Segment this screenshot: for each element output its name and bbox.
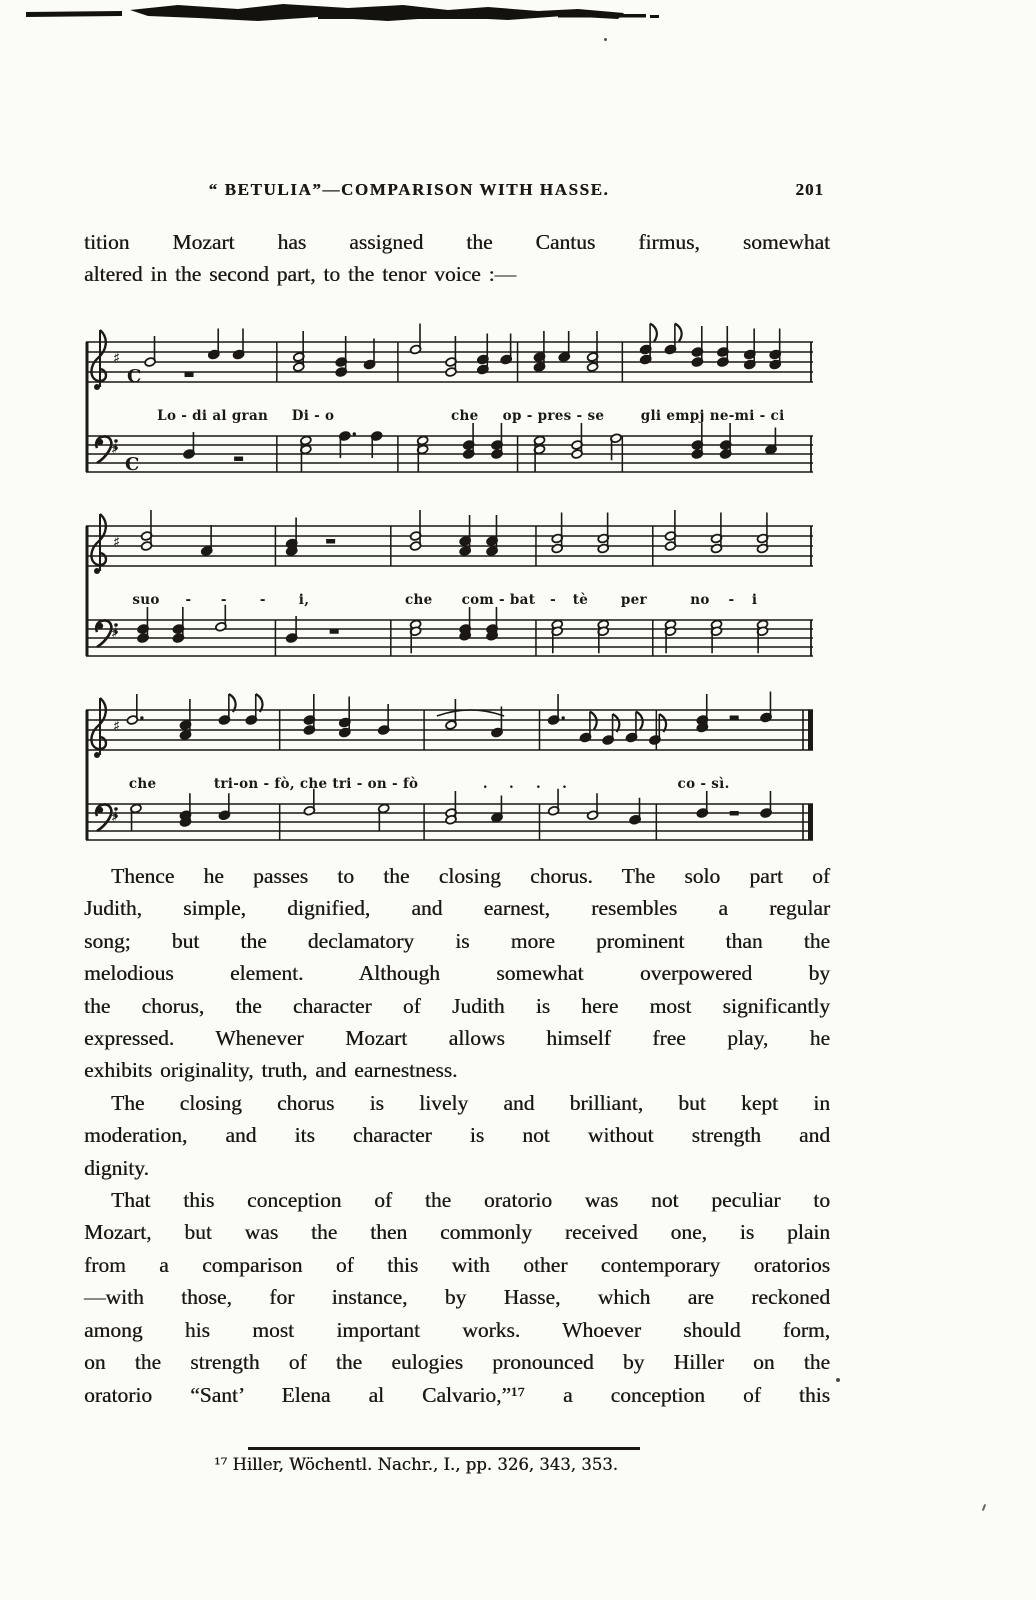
footnote-text: ¹⁷ Hiller, Wöchentl. Nachr., I., pp. 326, 343, 353.: [214, 1455, 618, 1474]
lyric-text: tè: [572, 592, 589, 608]
sharp-icon: ♯: [113, 717, 121, 735]
text-line: —with those, for instance, by Hasse, which are reckoned: [84, 1285, 830, 1310]
lyric-text: Lo - di al gran: [157, 408, 269, 424]
text-line: melodious element. Although somewhat overpowered by: [84, 961, 830, 986]
lyric-text: Di - o: [291, 408, 335, 424]
treble-notes: [144, 324, 781, 378]
lyric-text: no: [690, 592, 710, 608]
lyric-text: che: [404, 592, 433, 608]
lyric-text: -: [550, 592, 557, 608]
lyric-text: i: [751, 592, 758, 608]
running-head-title: “ BETULIA”—COMPARISON WITH HASSE.: [208, 180, 610, 199]
system-3-svg: [83, 686, 815, 850]
lyric-text: che: [451, 408, 479, 424]
lyric-text: -: [185, 592, 192, 608]
scan-speck: [836, 1378, 840, 1382]
treble-notes: [141, 510, 769, 556]
paragraph-judith: [84, 860, 830, 1087]
lyric-text: com - bat: [461, 592, 536, 608]
lyric-text: per: [620, 592, 647, 608]
lyric-text: .: [509, 776, 515, 792]
text-line: from a comparison of this with other contemporary oratorios: [84, 1252, 830, 1277]
lyric-text: tri-on - fò, che tri - on - fò: [213, 776, 419, 792]
lyric-text: op - pres - se: [502, 408, 605, 424]
lyric-text: -: [259, 592, 266, 608]
lyric-text: suo: [132, 592, 160, 608]
paragraph-oratorio-conception: [84, 1184, 830, 1411]
treble-clef-icon: [91, 330, 106, 390]
text-line: on the strength of the eulogies pronounced by Hiller on the: [84, 1350, 830, 1375]
text-line: moderation, and its character is not without strength and: [84, 1123, 830, 1148]
text-line: oratorio “Sant’ Elena al Calvario,”¹⁷ a conception of this: [84, 1382, 830, 1407]
bass-notes: [130, 789, 772, 831]
treble-clef-icon: [91, 514, 106, 574]
paragraph-closing-chorus: [84, 1087, 830, 1184]
sharp-icon: ♯: [113, 349, 121, 367]
text-line: Mozart, but was the then commonly received one, is plain: [84, 1220, 830, 1245]
sharp-icon: ♯: [113, 533, 121, 551]
system-1-svg: [83, 318, 815, 482]
scan-speck: [982, 1504, 986, 1511]
bass-notes: [183, 423, 777, 472]
scan-artifact-top: [18, 2, 678, 34]
slur: [437, 710, 504, 716]
lyric-text: .: [535, 776, 541, 792]
text-line: Judith, simple, dignified, and earnest, resembles a regular: [84, 896, 830, 921]
footnote-rule: [248, 1447, 640, 1450]
music-system-3: [83, 686, 815, 850]
treble-notes: [126, 692, 772, 746]
sharp-icon: ♯: [111, 440, 119, 458]
lyric-text: co - sì.: [677, 776, 730, 792]
lyric-text: gli empj ne-mi - ci: [640, 408, 785, 424]
lyric-text: che: [128, 776, 157, 792]
music-system-2: [83, 502, 815, 666]
system-2-svg: [83, 502, 815, 666]
text-line: the chorus, the character of Judith is here most significantly: [84, 993, 830, 1018]
text-line: altered in the second part, to the tenor voice :—: [84, 262, 517, 287]
text-line: among his most important works. Whoever should form,: [84, 1317, 830, 1342]
text-line: tition Mozart has assigned the Cantus firmus, somewhat: [84, 230, 830, 254]
sharp-icon: ♯: [111, 808, 119, 826]
lyric-text: -: [728, 592, 735, 608]
paragraph-intro: [84, 226, 830, 291]
lyric-text: .: [562, 776, 568, 792]
page-number: 201: [795, 180, 824, 199]
text-line: song; but the declamatory is more prominent than the: [84, 928, 830, 953]
body-text: [84, 860, 830, 1411]
text-line: exhibits originality, truth, and earnestness.: [84, 1058, 458, 1083]
scan-speck: [604, 38, 607, 41]
sharp-icon: ♯: [111, 624, 119, 642]
running-head: [84, 180, 830, 206]
lyric-text: .: [482, 776, 488, 792]
text-line: The closing chorus is lively and brilliant, but kept in: [111, 1090, 830, 1115]
music-system-1: [83, 318, 815, 482]
lyric-text: i,: [298, 592, 310, 608]
treble-clef-icon: [91, 698, 106, 758]
lyric-text: -: [220, 592, 227, 608]
text-line: dignity.: [84, 1155, 149, 1180]
time-signature: C: [125, 454, 140, 475]
text-line: That this conception of the oratorio was not peculiar to: [111, 1188, 830, 1213]
time-signature: C: [127, 366, 142, 387]
text-line: expressed. Whenever Mozart allows himself free play, he: [84, 1026, 830, 1051]
text-line: Thence he passes to the closing chorus. The solo part of: [111, 864, 830, 888]
